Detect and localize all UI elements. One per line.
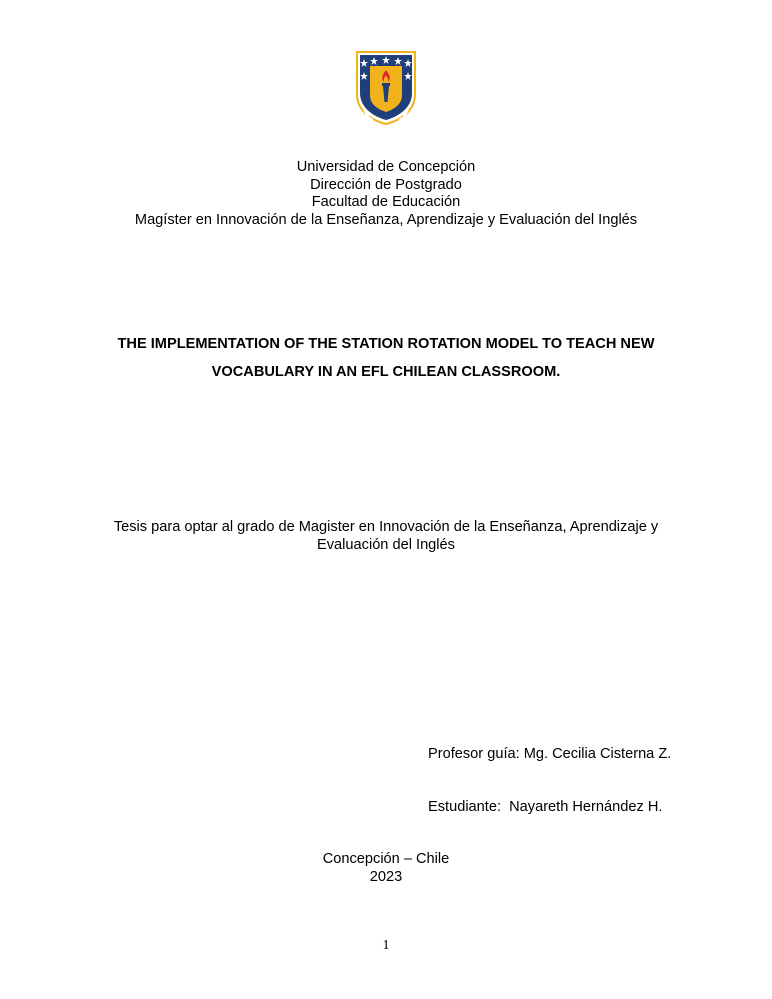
- page-number: 1: [382, 938, 390, 953]
- university-crest-logo: [354, 50, 418, 132]
- degree-statement-line-1: Tesis para optar al grado de Magister en Innovación de la Enseñanza, Aprendizaje y: [113, 519, 659, 535]
- degree-statement-line-2: Evaluación del Inglés: [317, 536, 455, 553]
- institution-block: [0, 159, 772, 229]
- thesis-title-line-2: VOCABULARY IN AN EFL CHILEAN CLASSROOM.: [211, 363, 561, 380]
- postgraduate-office: Dirección de Postgrado: [310, 176, 462, 193]
- people-block: [428, 711, 671, 834]
- year: 2023: [369, 868, 403, 885]
- advisor-line: Profesor guía: Mg. Cecilia Cisterna Z.: [428, 746, 672, 763]
- program-name: Magíster en Innovación de la Enseñanza, Aprendizaje y Evaluación del Inglés: [134, 211, 638, 228]
- faculty-name: Facultad de Educación: [311, 194, 461, 211]
- city-country: Concepción – Chile: [322, 851, 450, 867]
- thesis-title: [0, 331, 772, 386]
- university-name: Universidad de Concepción: [296, 159, 476, 175]
- student-line: Estudiante: Nayareth Hernández H.: [428, 798, 663, 815]
- degree-statement: [0, 519, 772, 554]
- place-date-block: [0, 851, 772, 886]
- thesis-title-line-1: THE IMPLEMENTATION OF THE STATION ROTATION MODEL TO TEACH NEW: [117, 336, 655, 352]
